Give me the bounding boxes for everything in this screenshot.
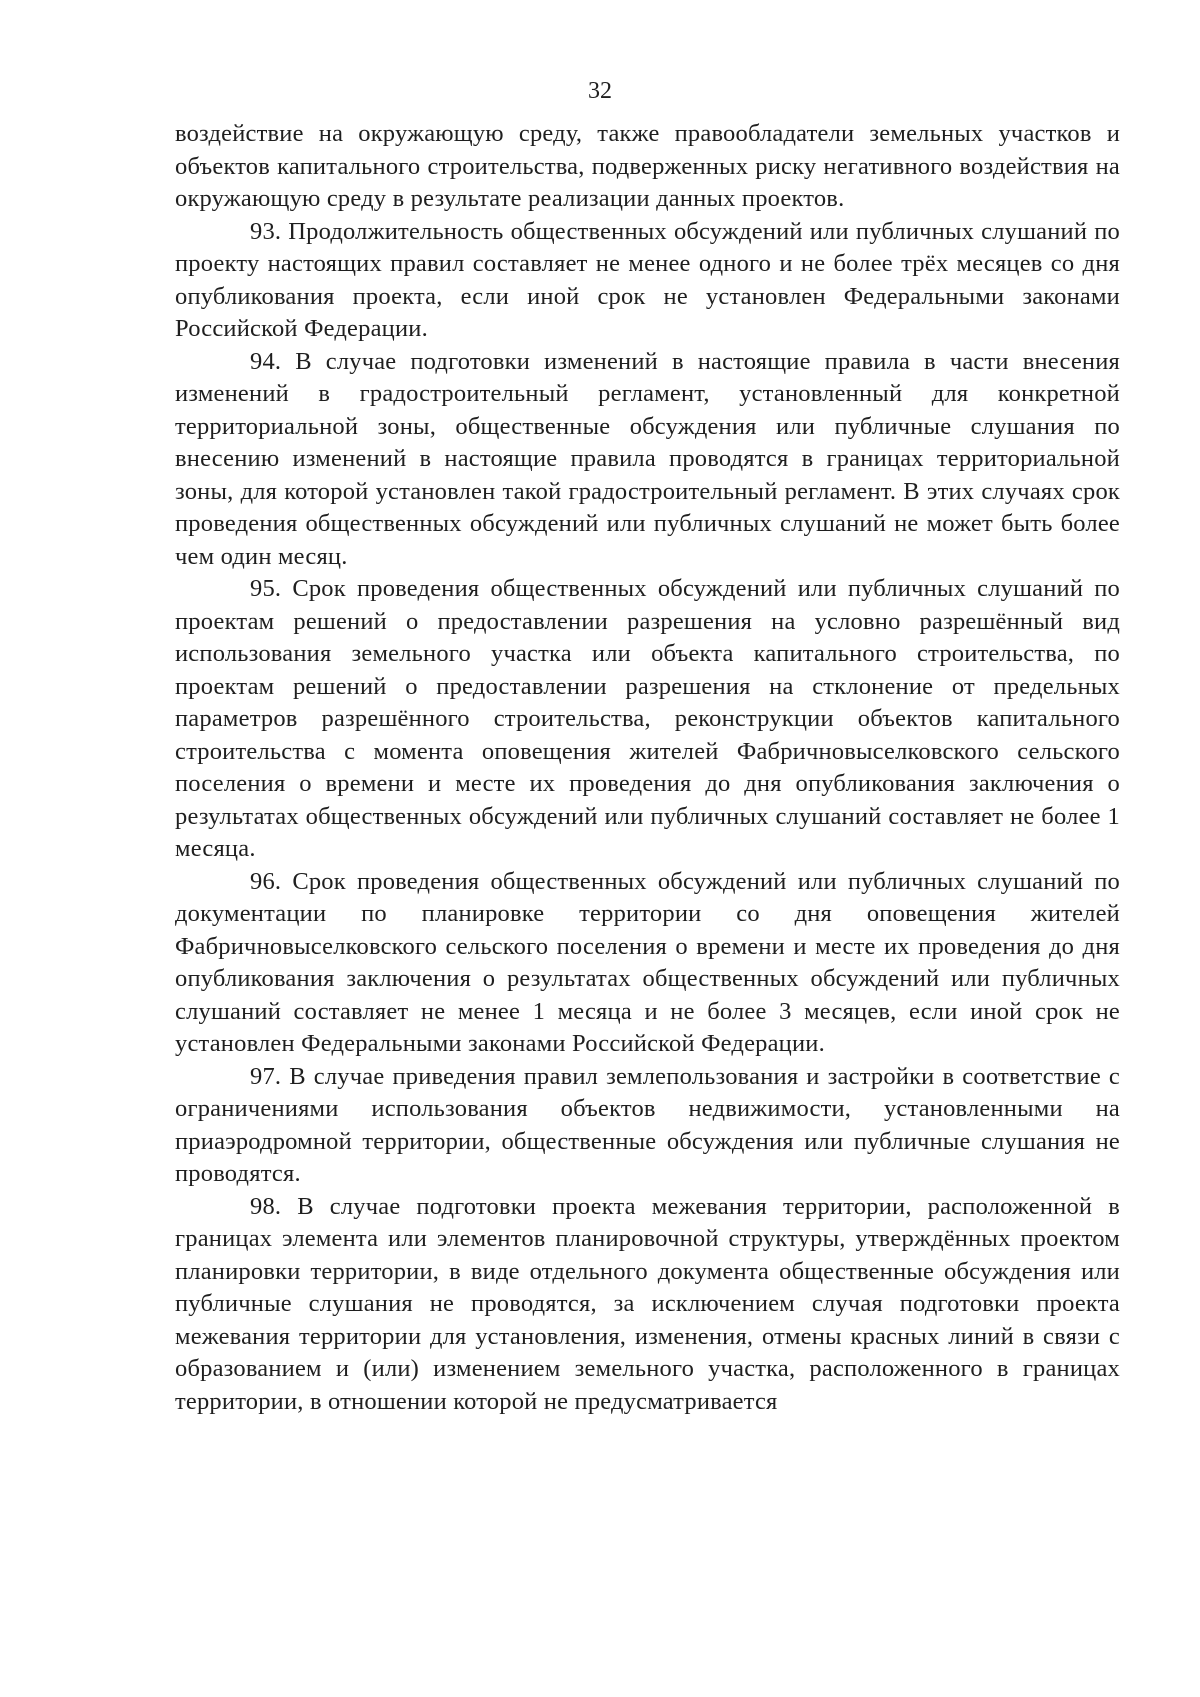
paragraph-continuation: воздействие на окружающую среду, также правообладатели земельных участков и объектов капитального строительства, подверженных риску негативного воздействия на окружающую среду в результате реализации данных проектов. xyxy=(175,120,1120,212)
paragraph-97: 97. В случае приведения правил землепользования и застройки в соответствие с ограничениями использования объектов недвижимости, установленными на приаэродромной территории, общественные обсуждения или публичные слушания не проводятся. xyxy=(175,1062,1120,1187)
document-body xyxy=(175,118,1120,1418)
page-number: 32 xyxy=(588,78,612,104)
paragraph-94: 94. В случае подготовки изменений в настоящие правила в части внесения изменений в градостроительный регламент, установленный для конкретной территориальной зоны, общественные обсуждения или публичные слушания по внесению изменений в настоящие правила проводятся в границах территориальной зоны, для которой установлен такой градостроительный регламент. В этих случаях срок проведения общественных обсуждений или публичных слушаний не может быть более чем один месяц. xyxy=(175,347,1120,570)
paragraph-93: 93. Продолжительность общественных обсуждений или публичных слушаний по проекту настоящих правил составляет не менее одного и не более трёх месяцев со дня опубликования проекта, если иной срок не установлен Федеральными законами Российской Федерации. xyxy=(175,217,1120,342)
paragraph-95: 95. Срок проведения общественных обсуждений или публичных слушаний по проектам решений о предоставлении разрешения на условно разрешённый вид использования земельного участка или объекта капитального строительства, по проектам решений о предоставлении разрешения на стклонение от предельных параметров разрешённого строительства, реконструкции объектов капитального строительства с момента оповещения жителей Фабричновыселковского сельского поселения о времени и месте их проведения до дня опубликования заключения о результатах общественных обсуждений или публичных слушаний составляет не более 1 месяца. xyxy=(175,575,1120,862)
paragraph-98: 98. В случае подготовки проекта межевания территории, расположенной в границах элемента или элементов планировочной структуры, утверждённых проектом планировки территории, в виде отдельного документа общественные обсуждения или публичные слушания не проводятся, за исключением случая подготовки проекта межевания территории для установления, изменения, отмены красных линий в связи с образованием и (или) изменением земельного участка, расположенного в границах территории, в отношении которой не предусматривается xyxy=(175,1192,1120,1415)
paragraph-96: 96. Срок проведения общественных обсуждений или публичных слушаний по документации по планировке территории со дня оповещения жителей Фабричновыселковского сельского поселения о времени и месте их проведения до дня опубликования заключения о результатах общественных обсуждений или публичных слушаний составляет не менее 1 месяца и не более 3 месяцев, если иной срок не установлен Федеральными законами Российской Федерации. xyxy=(175,867,1120,1057)
